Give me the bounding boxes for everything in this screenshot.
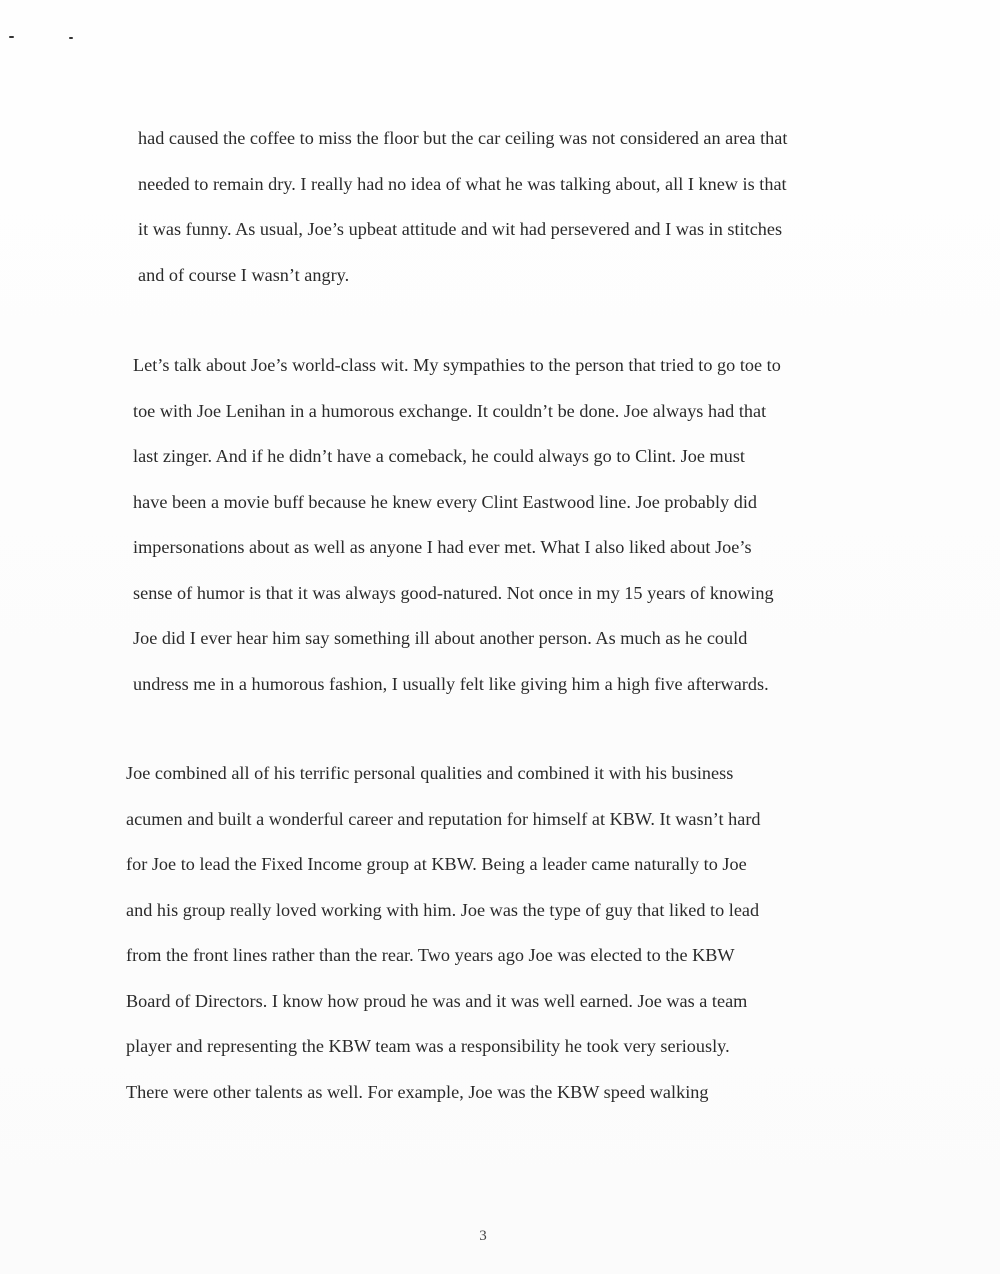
text-line: Board of Directors. I know how proud he was and it was well earned. Joe was a team — [126, 990, 748, 1011]
text-line: for Joe to lead the Fixed Income group at KBW. Being a leader came naturally to Joe — [126, 854, 747, 874]
text-line: Joe did I ever hear him say something ill about another person. As much as he could — [133, 628, 748, 648]
text-line: toe with Joe Lenihan in a humorous exchange. It couldn’t be done. Joe always had that — [133, 400, 767, 421]
text-line: undress me in a humorous fashion, I usually felt like giving him a high five afterwards. — [133, 673, 769, 694]
text-line: player and representing the KBW team was a responsibility he took very seriously. — [126, 1036, 730, 1056]
paragraph — [126, 751, 878, 1115]
scan-mark — [69, 37, 73, 39]
text-line: from the front lines rather than the rear. Two years ago Joe was elected to the KBW — [126, 945, 735, 965]
paragraph — [133, 343, 878, 707]
text-line: impersonations about as well as anyone I had ever met. What I also liked about Joe’s — [133, 537, 752, 557]
text-line: have been a movie buff because he knew every Clint Eastwood line. Joe probably did — [133, 491, 758, 512]
text-line: There were other talents as well. For example, Joe was the KBW speed walking — [126, 1081, 709, 1102]
text-line: last zinger. And if he didn’t have a comeback, he could always go to Clint. Joe must — [133, 446, 746, 466]
text-line: Joe combined all of his terrific personal qualities and combined it with his business — [126, 763, 734, 783]
scan-mark — [9, 36, 14, 38]
text-line: sense of humor is that it was always good-natured. Not once in my 15 years of knowing — [133, 582, 774, 603]
text-line: and his group really loved working with him. Joe was the type of guy that liked to lead — [126, 899, 760, 920]
text-line: it was funny. As usual, Joe’s upbeat attitude and wit had persevered and I was in stitches — [138, 219, 783, 239]
page-number: 3 — [479, 1228, 487, 1244]
text-line: needed to remain dry. I really had no idea of what he was talking about, all I knew is that — [138, 173, 787, 194]
text-line: and of course I wasn’t angry. — [138, 264, 350, 285]
text-line: acumen and built a wonderful career and reputation for himself at KBW. It wasn’t hard — [126, 808, 761, 829]
text-line: had caused the coffee to miss the floor but the car ceiling was not considered an area that — [138, 128, 788, 148]
paragraph — [138, 116, 878, 298]
text-line: Let’s talk about Joe’s world-class wit. My sympathies to the person that tried to go toe to — [133, 355, 781, 375]
